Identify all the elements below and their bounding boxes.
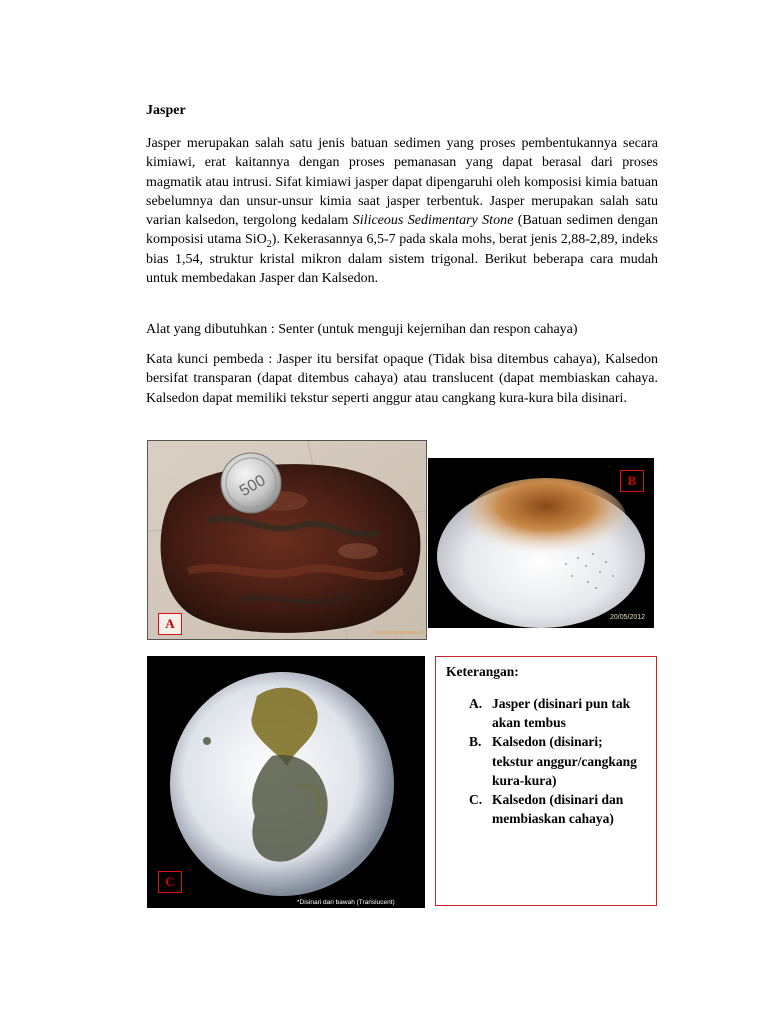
document-title: Jasper (146, 103, 186, 118)
legend-box (435, 656, 657, 906)
date-stamp-b: 20/05/2012 (610, 614, 646, 621)
legend-marker: B. (469, 734, 482, 750)
paragraph-tools: Alat yang dibutuhkan : Senter (untuk menguji kejernihan dan respon cahaya) (146, 322, 578, 337)
subscript-2: 2 (266, 239, 272, 251)
paragraph-intro-part-c: ). Kekerasannya 6,5-7 pada skala mohs, berat jenis 2,88-2,89, indeks bias 1,54, struktur kristal mikron dalam sistem trigonal. Berikut beberapa cara mudah untuk membedakan Jasper dan Kalsedon. (146, 232, 659, 287)
label-c: C (158, 871, 182, 893)
term-siliceous-sedimentary-stone: Siliceous Sedimentary Stone (352, 213, 514, 229)
photo-chalcedony-illuminated (147, 656, 425, 908)
photo-jasper-rock (147, 440, 427, 640)
label-a: A (158, 613, 182, 635)
legend-item-c (446, 790, 646, 828)
legend-text: Jasper (disinari pun tak akan tembus (492, 696, 631, 731)
legend-text: Kalsedon (disinari dan membiaskan cahaya) (492, 792, 624, 827)
paragraph-intro-part-b: (Batuan sedimen dengan komposisi utama SiO (146, 213, 658, 248)
watermark-a: kumbolmanampun.com (375, 630, 427, 636)
legend-item-b (446, 732, 646, 790)
legend-marker: A. (469, 696, 483, 711)
caption-c: *Disinari dari bawah (Translucent) (297, 899, 395, 906)
coin-denomination: 500 (236, 471, 269, 501)
legend-title: Keterangan: (446, 664, 519, 679)
legend-item-a (446, 694, 646, 732)
paragraph-keywords: Kata kunci pembeda : Jasper itu bersifat opaque (Tidak bisa ditembus cahaya), Kalsedon bersifat transparan (dapat ditembus cahaya) atau translucent (dapat membiaskan cahaya. Kalsedon dapat memiliki tekstur seperti anggur atau cangkang kura-kura bila disinari. (146, 352, 658, 406)
legend-marker: C. (469, 792, 483, 808)
label-b: B (620, 470, 644, 492)
paragraph-intro-part-a: Jasper merupakan salah satu jenis batuan sedimen yang proses pembentukannya secara kimiawi, erat kaitannya dengan proses pemanasan yang dapat berasal dari proses magmatik atau intrusi. Sifat kimiawi jasper dapat dipengaruhi oleh komposisi kimia batuan sebelumnya dan unsur-unsur kimia saat jasper terbentuk. Jasper merupakan salah satu varian kalsedon, tergolong kedalam (146, 136, 658, 229)
legend-list (446, 694, 646, 828)
legend-text: Kalsedon (disinari; tekstur anggur/cangkang kura-kura) (492, 734, 637, 788)
paragraph-intro (146, 134, 658, 288)
